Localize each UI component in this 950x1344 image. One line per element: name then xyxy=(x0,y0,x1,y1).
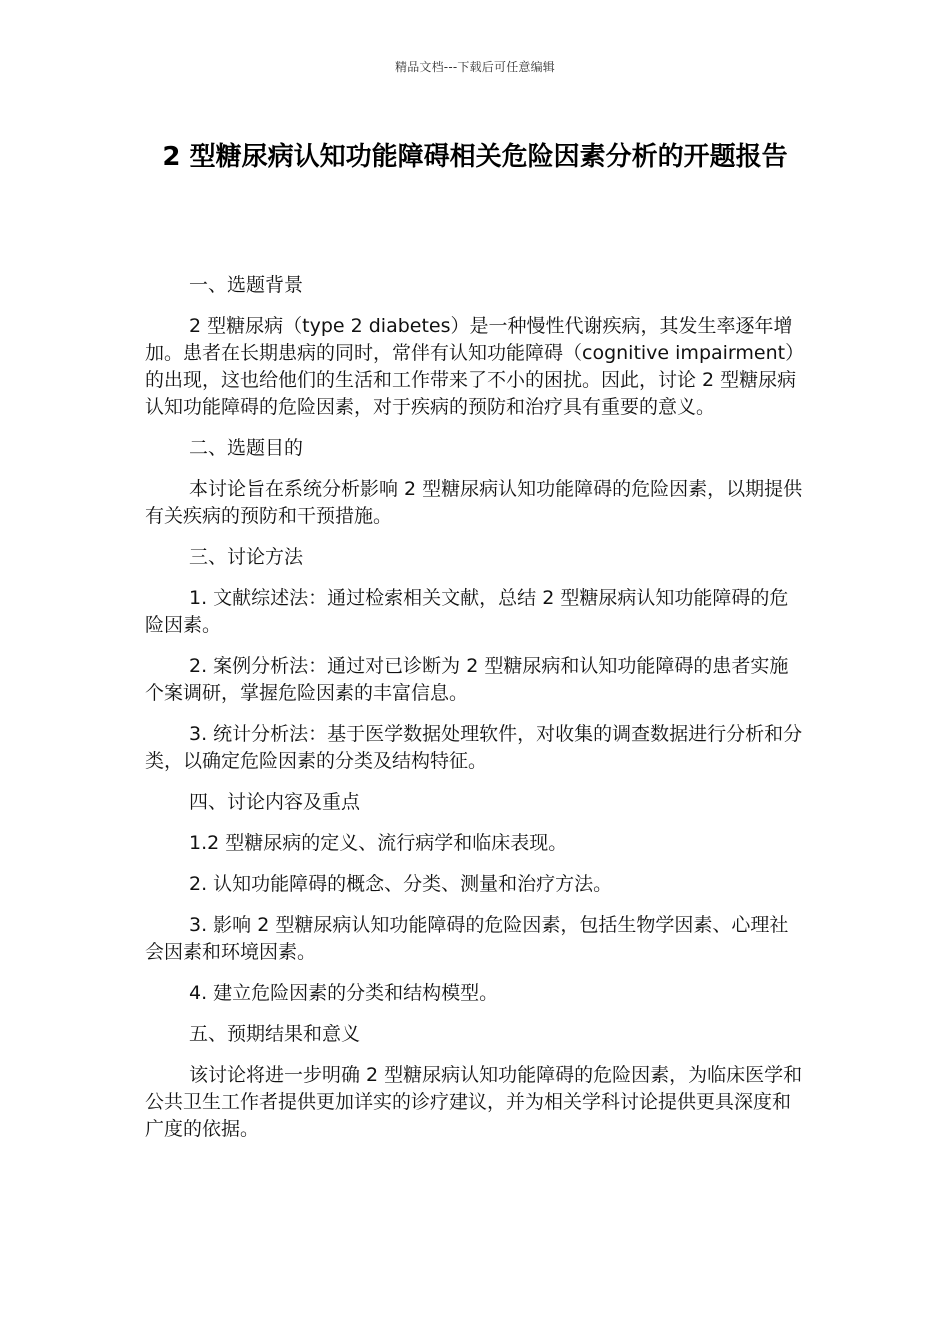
page-header-note: 精品文档---下载后可任意编辑 xyxy=(395,60,555,74)
content-item-1: 1.2 型糖尿病的定义、流行病学和临床表现。 xyxy=(189,832,568,854)
document-body xyxy=(145,272,805,1157)
content-item-3: 3. 影响 2 型糖尿病认知功能障碍的危险因素，包括生物学因素、心理社会因素和环境因素。 xyxy=(145,914,789,963)
section-heading-methods: 三、讨论方法 xyxy=(189,546,304,568)
paragraph-results: 该讨论将进一步明确 2 型糖尿病认知功能障碍的危险因素，为临床医学和公共卫生工作者提供更加详实的诊疗建议，并为相关学科讨论提供更具深度和广度的依据。 xyxy=(145,1064,803,1140)
section-heading-results: 五、预期结果和意义 xyxy=(189,1023,361,1045)
section-heading-content: 四、讨论内容及重点 xyxy=(189,791,361,813)
content-item-2: 2. 认知功能障碍的概念、分类、测量和治疗方法。 xyxy=(189,873,613,895)
method-item-case-study: 2. 案例分析法：通过对已诊断为 2 型糖尿病和认知功能障碍的患者实施个案调研，掌握危险因素的丰富信息。 xyxy=(145,655,789,704)
content-item-4: 4. 建立危险因素的分类和结构模型。 xyxy=(189,982,499,1004)
method-item-literature: 1. 文献综述法：通过检索相关文献，总结 2 型糖尿病认知功能障碍的危险因素。 xyxy=(145,587,789,636)
paragraph-background: 2 型糖尿病（type 2 diabetes）是一种慢性代谢疾病，其发生率逐年增加。患者在长期患病的同时，常伴有认知功能障碍（cognitive impairment）的出现，这也给他们的生活和工作带来了不小的困扰。因此，讨论 2 型糖尿病认知功能障碍的危险因素，对于疾病的预防和治疗具有重要的意义。 xyxy=(145,315,805,418)
section-heading-purpose: 二、选题目的 xyxy=(189,437,304,459)
method-item-statistics: 3. 统计分析法：基于医学数据处理软件，对收集的调查数据进行分析和分类，以确定危险因素的分类及结构特征。 xyxy=(145,723,803,772)
section-heading-background: 一、选题背景 xyxy=(189,274,304,296)
paragraph-purpose: 本讨论旨在系统分析影响 2 型糖尿病认知功能障碍的危险因素，以期提供有关疾病的预防和干预措施。 xyxy=(145,478,803,527)
document-title: 2 型糖尿病认知功能障碍相关危险因素分析的开题报告 xyxy=(162,142,788,172)
